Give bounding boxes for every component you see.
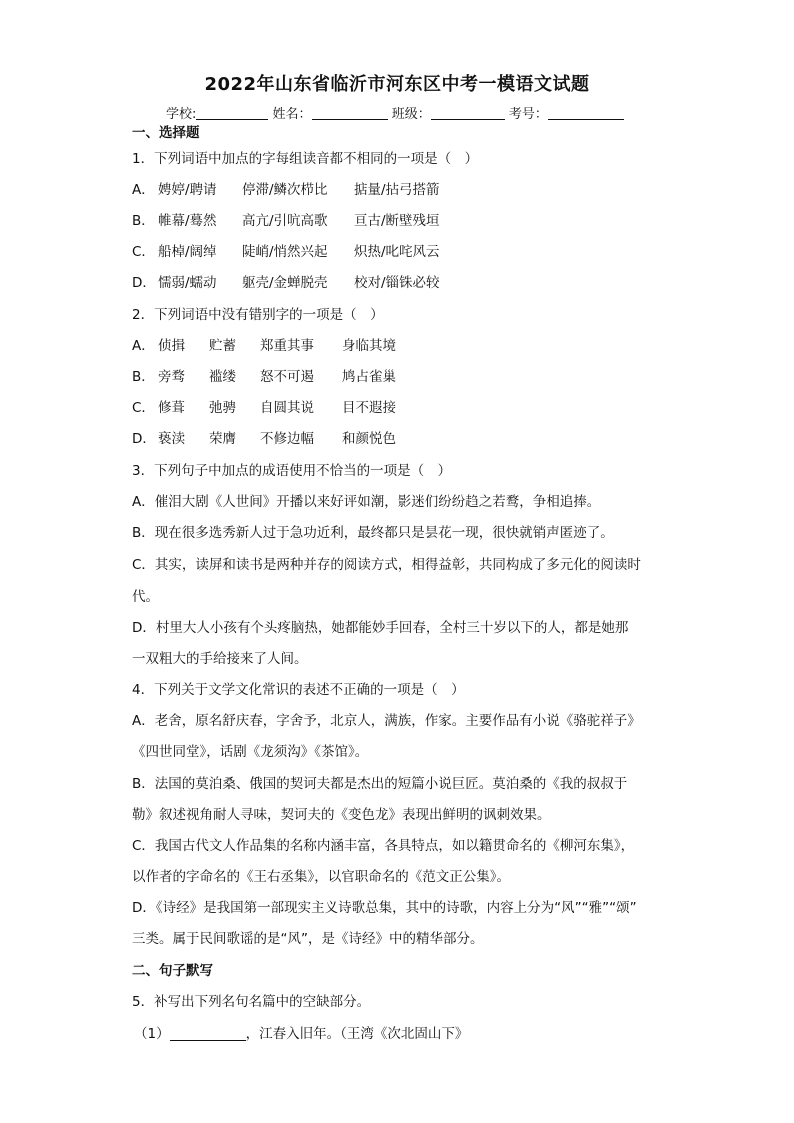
name-label: 姓名： (272, 107, 312, 122)
q3-option-d-line1: D．村里大人小孩有个头疼脑热，她都能妙手回春，全村三十岁以下的人，都是她那 (132, 620, 629, 636)
option-part: 修葺 (158, 400, 185, 416)
option-letter: B． (132, 213, 155, 229)
school-label: 学校: (166, 107, 197, 122)
q3-option-d-line2: 一双粗大的手给接来了人间。 (132, 651, 308, 667)
q5-item1-number: （1） (134, 1026, 170, 1042)
option-part: 荣膺 (209, 431, 236, 447)
option-part: 懦弱/蠕动 (158, 275, 217, 291)
option-part: 自圆其说 (260, 400, 314, 416)
section2-heading: 二、句子默写 (132, 963, 213, 979)
q3-stem: 3．下列句子中加点的成语使用不恰当的一项是（ ） (132, 463, 452, 479)
q4-option-d-line2: 三类。属于民间歌谣的是“风”，是《诗经》中的精华部分。 (132, 931, 484, 947)
option-part: 高亢/引吭高歌 (242, 213, 328, 229)
exam-title: 2022年山东省临沂市河东区中考一模语文试题 (204, 74, 590, 95)
q4-option-c-line2: 以作者的字命名的《王右丞集》，以官职命名的《范文正公集》。 (132, 869, 510, 885)
option-part: 陡峭/悄然兴起 (242, 244, 328, 260)
option-part: 旁骛 (158, 369, 185, 385)
q4-stem: 4．下列关于文学文化常识的表述不正确的一项是（ ） (132, 682, 465, 698)
option-letter: B． (132, 369, 155, 385)
option-part: 和颜悦色 (342, 431, 396, 447)
q4-option-c-line1: C．我国古代文人作品集的名称内涵丰富，各具特点，如以籍贯命名的《柳河东集》， (132, 838, 635, 854)
q5-item1 (134, 1025, 468, 1043)
q1-stem: 1．下列词语中加点的字每组读音都不相同的一项是（ ） (132, 151, 479, 167)
option-part: 帷幕/蓦然 (158, 213, 217, 229)
option-part: 躯壳/金蝉脱壳 (242, 275, 328, 291)
q5-item1-text: ，江春入旧年。（王湾《次北固山下》 (245, 1026, 469, 1042)
option-part: 校对/锱铢必较 (354, 275, 440, 291)
class-label: 班级： (391, 107, 431, 122)
option-part: 不修边幅 (260, 431, 314, 447)
school-blank (196, 107, 268, 120)
q3-option-c-line2: 代。 (132, 589, 159, 605)
option-part: 亘古/断壁残垣 (354, 213, 440, 229)
option-part: 身临其境 (342, 338, 396, 354)
option-part: 侦揖 (158, 338, 185, 354)
option-part: 褴缕 (209, 369, 236, 385)
q3-option-b: B．现在很多选秀新人过于急功近利，最终都只是昙花一现，很快就销声匿迹了。 (132, 525, 614, 541)
option-part: 贮蓄 (209, 338, 236, 354)
name-blank (312, 107, 388, 120)
option-part: 目不遐接 (342, 400, 396, 416)
q4-option-a-line1: A．老舍，原名舒庆春，字舍予，北京人，满族，作家。主要作品有小说《骆驼祥子》 (132, 713, 641, 729)
q2-stem: 2．下列词语中没有错别字的一项是（ ） (132, 307, 384, 323)
option-part: 鸠占雀巢 (342, 369, 396, 385)
option-part: 怒不可遏 (260, 369, 314, 385)
option-part: 炽热/叱咤风云 (354, 244, 440, 260)
q5-item1-blank (170, 1027, 246, 1041)
option-part: 掂量/拈弓搭箭 (354, 182, 440, 198)
option-letter: D． (132, 431, 156, 447)
student-info-row (166, 103, 624, 122)
class-blank (431, 107, 505, 120)
option-part: 亵渎 (158, 431, 185, 447)
number-label: 考号： (508, 107, 548, 122)
number-blank (548, 107, 624, 120)
option-letter: A． (132, 182, 155, 198)
q5-stem: 5．补写出下列名句名篇中的空缺部分。 (132, 994, 371, 1010)
q4-option-b-line2: 勒》叙述视角耐人寻味，契诃夫的《变色龙》表现出鲜明的讽刺效果。 (132, 807, 551, 823)
option-part: 停滞/鳞次栉比 (242, 182, 328, 198)
option-part: 娉婷/聘请 (158, 182, 217, 198)
option-part: 弛骋 (209, 400, 236, 416)
option-letter: C． (132, 400, 155, 416)
q4-option-b-line1: B．法国的莫泊桑、俄国的契诃夫都是杰出的短篇小说巨匠。莫泊桑的《我的叔叔于 (132, 776, 628, 792)
q4-option-d-line1: D．《诗经》是我国第一部现实主义诗歌总集，其中的诗歌，内容上分为“风”“雅”“颂” (132, 900, 637, 916)
option-part: 船棹/阔绰 (158, 244, 217, 260)
q3-option-c-line1: C．其实，读屏和读书是两种并存的阅读方式，相得益彰，共同构成了多元化的阅读时 (132, 557, 641, 573)
option-letter: D． (132, 275, 156, 291)
option-letter: C． (132, 244, 155, 260)
option-letter: A． (132, 338, 155, 354)
option-part: 郑重其事 (260, 338, 314, 354)
q3-option-a: A．催泪大剧《人世间》开播以来好评如潮，影迷们纷纷趋之若鹜，争相追捧。 (132, 494, 601, 510)
section1-heading: 一、选择题 (132, 125, 200, 141)
q4-option-a-line2: 《四世同堂》，话剧《龙须沟》《茶馆》。 (132, 744, 369, 760)
